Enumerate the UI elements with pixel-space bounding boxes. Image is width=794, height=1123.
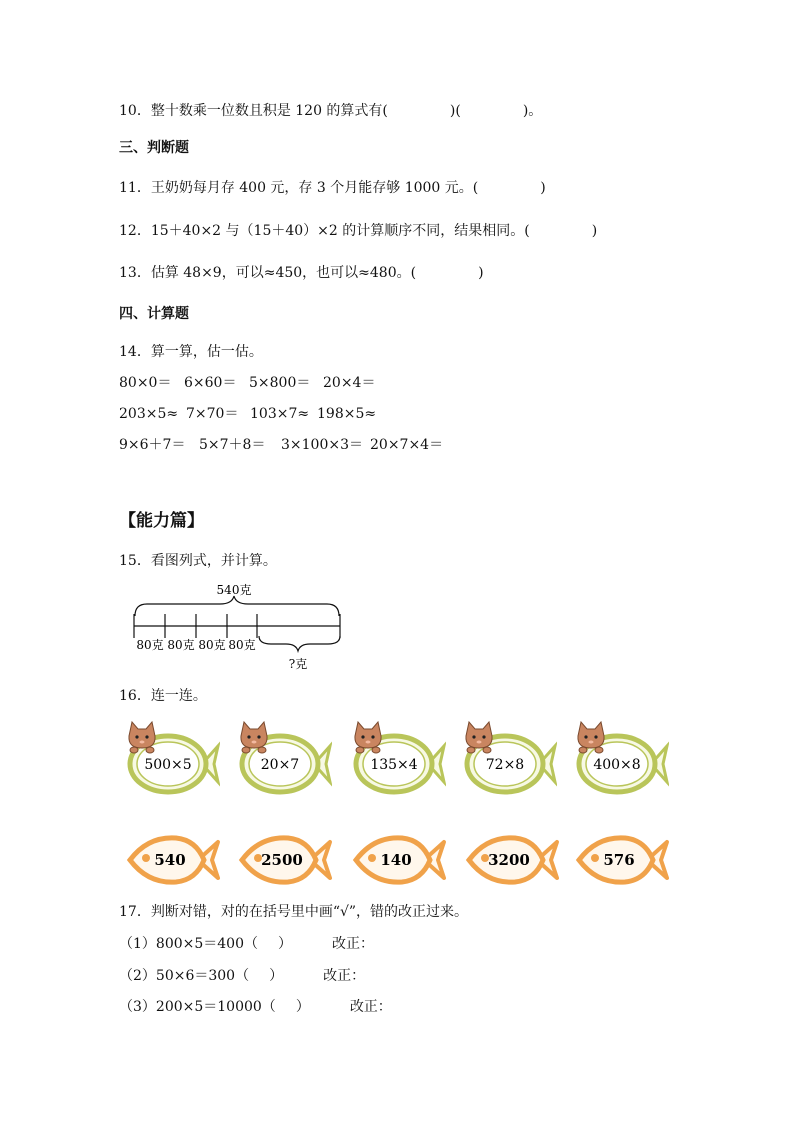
calc-item: 103×7≈ [250, 406, 310, 422]
calc-row [119, 404, 376, 424]
segment-label: 80克 [167, 638, 195, 652]
judge-expr: （3）200×5＝10000（ [119, 999, 276, 1015]
result-card[interactable] [352, 832, 448, 888]
question-10 [119, 101, 542, 121]
result-card[interactable] [575, 832, 671, 888]
expression-card[interactable] [236, 716, 332, 802]
cat-icon [129, 722, 155, 753]
segment-label: 80克 [228, 638, 256, 652]
expression-label: 135×4 [370, 757, 418, 773]
q12-end: ) [591, 223, 598, 239]
cat-icon [241, 722, 267, 753]
segment-label: 80克 [198, 638, 226, 652]
judge-item [119, 997, 392, 1017]
question-17-title: 17．判断对错，对的在括号里中画“√”，错的改正过来。 [119, 904, 469, 920]
question-13 [119, 263, 484, 283]
judge-item [119, 934, 374, 954]
calc-row [119, 373, 375, 393]
expression-label: 500×5 [144, 757, 192, 773]
segment-label: 80克 [136, 638, 164, 652]
q12-text: 12．15＋40×2 与（15＋40）×2 的计算顺序不同，结果相同。( [119, 223, 530, 239]
expression-label: 72×8 [485, 757, 525, 773]
result-label: 576 [603, 851, 635, 869]
calc-row [119, 435, 443, 455]
calc-item: 20×7×4＝ [370, 437, 444, 453]
result-card[interactable] [238, 832, 334, 888]
judge-close: ） [278, 936, 292, 952]
result-card[interactable] [465, 832, 561, 888]
top-brace [135, 596, 339, 616]
expression-card[interactable] [573, 716, 669, 802]
q11-text: 11．王奶奶每月存 400 元，存 3 个月能存够 1000 元。( [119, 180, 479, 196]
fish-eye-icon [368, 854, 376, 862]
calc-item: 5×800＝ [249, 375, 311, 391]
section-3-heading: 三、判断题 [119, 140, 189, 156]
fish-eye-icon [142, 854, 150, 862]
expression-label: 400×8 [593, 757, 641, 773]
result-label: 540 [154, 851, 186, 869]
q10-mid: )( [449, 103, 461, 119]
calc-item: 198×5≈ [317, 406, 377, 422]
question-12 [119, 221, 597, 241]
judge-close: ） [295, 999, 310, 1015]
calc-item: 6×60＝ [184, 375, 237, 391]
expression-card[interactable] [461, 716, 557, 802]
total-label: 540克 [216, 583, 252, 597]
correction-label: 改正： [323, 968, 366, 984]
ability-heading: 【能力篇】 [119, 511, 204, 531]
q13-text: 13．估算 48×9，可以≈450，也可以≈480。( [119, 265, 417, 281]
q11-end: ) [540, 180, 546, 196]
calc-item: 9×6＋7＝ [119, 437, 186, 453]
judge-close: ） [269, 968, 284, 984]
unknown-label: ?克 [288, 657, 308, 671]
judge-expr: （1）800×5＝400（ [119, 936, 258, 952]
fish-eye-icon [591, 854, 599, 862]
calc-item: 7×70＝ [186, 406, 239, 422]
q10-suffix: )。 [522, 103, 543, 119]
expression-card[interactable] [124, 716, 220, 802]
result-label: 140 [380, 851, 412, 869]
expression-card[interactable] [350, 716, 446, 802]
calc-item: 80×0＝ [119, 375, 172, 391]
judge-item [119, 966, 365, 986]
segment-diagram [128, 578, 348, 674]
cat-icon [355, 722, 381, 753]
section-4-heading: 四、计算题 [119, 306, 189, 322]
cat-icon [578, 722, 604, 753]
question-14-title: 14．算一算，估一估。 [119, 344, 263, 360]
result-label: 2500 [261, 851, 303, 869]
question-16-title: 16．连一连。 [119, 688, 207, 704]
correction-label: 改正： [349, 999, 392, 1015]
calc-item: 3×100×3＝ [281, 437, 363, 453]
cat-icon [466, 722, 492, 753]
judge-expr: （2）50×6＝300（ [119, 968, 250, 984]
result-card[interactable] [126, 832, 222, 888]
bottom-brace [259, 636, 340, 651]
q13-end: ) [478, 265, 484, 281]
result-label: 3200 [488, 851, 530, 869]
calc-item: 203×5≈ [119, 406, 179, 422]
calc-item: 20×4＝ [323, 375, 376, 391]
correction-label: 改正： [332, 936, 374, 952]
calc-item: 5×7＋8＝ [199, 437, 266, 453]
expression-label: 20×7 [260, 757, 300, 773]
q10-prefix: 10．整十数乘一位数且积是 120 的算式有( [119, 103, 388, 119]
question-11 [119, 178, 546, 198]
question-15-title: 15．看图列式，并计算。 [119, 553, 277, 569]
